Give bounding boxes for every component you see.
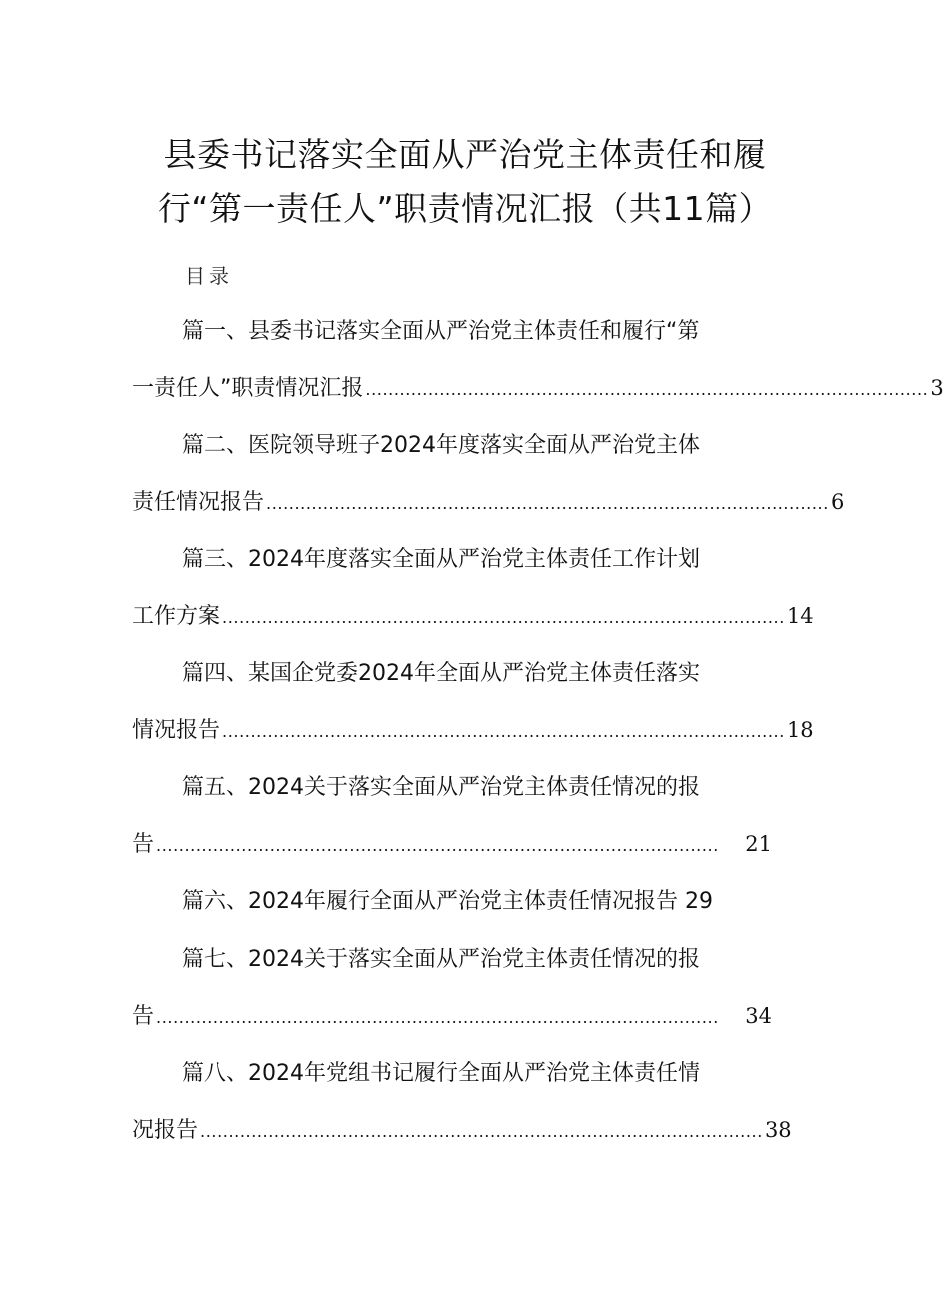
toc-entry-title-end: 情况报告 <box>132 718 221 743</box>
toc-leader-dots: ................................................................................................... <box>266 494 829 513</box>
toc-leader-dots: ................................................................................................... <box>365 380 929 399</box>
toc-leader-dots: ................................................................................................... <box>156 836 719 855</box>
toc-entry-title-end: 况报告 <box>132 1118 199 1143</box>
toc-entry-continuation <box>132 824 772 882</box>
toc-entry-8[interactable] <box>132 1054 792 1168</box>
toc-heading: 目录 <box>185 264 233 288</box>
toc-entry-title-end: 工作方案 <box>132 604 221 629</box>
toc-entry-title-end: 责任情况报告 <box>132 490 265 515</box>
toc-entry-title: 篇一、县委书记落实全面从严治党主体责任和履行“第 <box>182 319 700 344</box>
toc-page-number: 21 <box>745 832 772 856</box>
toc-page-number: 34 <box>745 1004 772 1028</box>
toc-entry-continuation <box>132 996 772 1054</box>
toc-entry-2[interactable] <box>132 426 845 540</box>
toc-entry-6[interactable] <box>132 882 772 940</box>
toc-entry-title-end: 告 <box>132 832 155 857</box>
toc-page-number: 14 <box>786 604 814 628</box>
toc-entry-title: 篇七、2024关于落实全面从严治党主体责任情况的报 <box>182 947 700 972</box>
table-of-contents <box>132 312 944 1168</box>
toc-leader-dots: ................................................................................................... <box>222 722 785 741</box>
toc-page-number: 3 <box>930 376 944 400</box>
toc-leader-dots: ................................................................................................... <box>156 1008 719 1027</box>
toc-entry-continuation <box>132 368 944 426</box>
toc-entry-5[interactable] <box>132 768 772 882</box>
title-line-2: 行“第一责任人”职责情况汇报（共11篇） <box>157 189 773 228</box>
toc-entry-title: 篇二、医院领导班子2024年度落实全面从严治党主体 <box>182 433 700 458</box>
toc-leader-dots: ................................................................................................... <box>200 1122 763 1141</box>
toc-entry-continuation <box>132 482 845 540</box>
toc-entry-continuation <box>132 710 814 768</box>
toc-entry-continuation <box>132 1110 792 1168</box>
document-title <box>120 128 810 236</box>
toc-page-number: 6 <box>830 490 845 514</box>
toc-page-number: 38 <box>764 1118 792 1142</box>
toc-entry-title: 篇三、2024年度落实全面从严治党主体责任工作计划 <box>182 547 700 572</box>
toc-entry-title: 篇五、2024关于落实全面从严治党主体责任情况的报 <box>182 775 700 800</box>
title-line-1: 县委书记落实全面从严治党主体责任和履 <box>163 135 767 174</box>
toc-leader-dots: ................................................................................................... <box>222 608 785 627</box>
toc-page-number: 18 <box>786 718 814 742</box>
toc-entry-1[interactable] <box>132 312 944 426</box>
toc-entry-title-end: 一责任人”职责情况汇报 <box>132 376 364 401</box>
toc-entry-title-end: 告 <box>132 1004 155 1029</box>
toc-entry-title: 篇四、某国企党委2024年全面从严治党主体责任落实 <box>182 661 700 686</box>
toc-entry-title: 篇六、2024年履行全面从严治党主体责任情况报告 29 <box>182 889 713 914</box>
toc-entry-title: 篇八、2024年党组书记履行全面从严治党主体责任情 <box>182 1061 700 1086</box>
toc-entry-4[interactable] <box>132 654 814 768</box>
toc-entry-7[interactable] <box>132 940 772 1054</box>
toc-entry-continuation <box>132 596 814 654</box>
toc-entry-3[interactable] <box>132 540 814 654</box>
